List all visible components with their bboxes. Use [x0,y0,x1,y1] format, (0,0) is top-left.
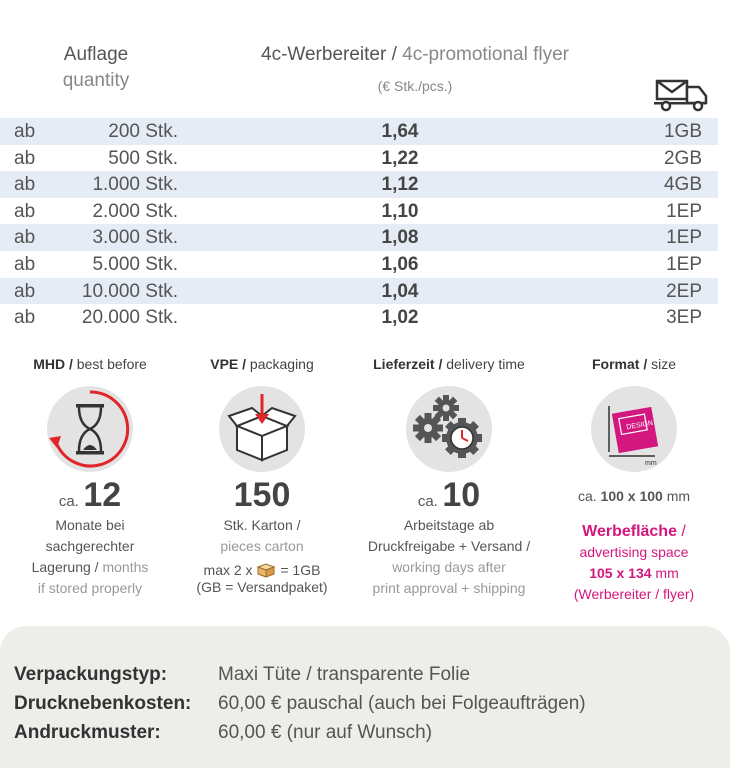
quantity-header-de: Auflage [63,44,129,65]
format-size: ca. 100 x 100 mm [577,488,691,504]
details-panel [0,626,730,768]
row-price: 1,22 [381,147,419,169]
price-table [0,118,718,331]
vpe-title: VPE / packaging [210,356,314,372]
row-prefix: ab [14,280,36,302]
row-shipping: 2EP [666,280,702,302]
hourglass-icon [47,386,133,472]
printing-costs-row: Drucknebenkosten: 60,00 € pauschal (auch bei Folgeaufträgen) [14,693,586,714]
row-prefix: ab [14,227,36,249]
vpe-package-note: max 2 x = 1GB (GB = Versandpaket) [196,562,328,595]
format-icon-unit: mm [645,460,657,467]
product-header-de: 4c-Werbereiter [261,44,387,65]
table-row [0,118,718,145]
row-prefix: ab [14,121,36,142]
row-price: 1,06 [381,253,419,275]
packaging-type-row: Verpackungstyp: Maxi Tüte / transparente Folie [14,664,471,685]
delivery-value: 10 [442,476,481,514]
row-prefix: ab [14,307,36,329]
delivery-title: Lieferzeit / delivery time [373,356,525,372]
quantity-header [58,44,134,92]
table-row [0,171,718,198]
envelope-truck-icon [654,76,710,112]
row-quantity: 5.000 Stk. [92,253,178,275]
row-shipping: 2GB [663,147,702,169]
mhd-ca: ca. [58,493,79,510]
mhd-text: Monate bei sachgerechter Lagerung / months if stored properly [31,517,149,596]
delivery-text: Arbeitstage ab Druckfreigabe + Versand / working days after print approval + shipping [367,517,531,596]
format-icon-label: DESIGN [625,419,654,432]
row-quantity: 200 Stk. [108,121,178,142]
table-row [0,145,718,172]
table-row [0,198,718,225]
row-shipping: 3EP [666,307,702,329]
row-price: 1,02 [381,307,419,329]
row-price: 1,08 [381,227,419,249]
row-shipping: 4GB [663,174,702,196]
row-quantity: 20.000 Stk. [81,307,178,329]
row-shipping: 1EP [666,200,702,222]
small-box-icon [256,562,276,578]
row-quantity: 2.000 Stk. [92,200,178,222]
row-prefix: ab [14,253,36,275]
info-delivery [354,356,544,599]
product-header-sep: / [386,44,403,65]
row-price: 1,10 [381,200,419,222]
row-prefix: ab [14,200,36,222]
box-icon [219,386,305,472]
row-quantity: 10.000 Stk. [81,280,178,302]
format-design-icon [591,386,677,472]
table-row [0,251,718,278]
info-mhd [12,356,168,599]
mhd-title: MHD / best before [33,356,147,372]
table-row [0,304,718,331]
unit-label: (€ Stk./pcs.) [377,78,453,94]
info-vpe [184,356,340,596]
row-shipping: 1EP [666,227,702,249]
row-quantity: 500 Stk. [108,147,178,169]
product-header-en: 4c-promotional flyer [402,44,569,65]
gears-clock-icon [406,386,492,472]
mhd-value: 12 [83,476,122,514]
row-price: 1,04 [381,280,419,302]
advertising-space: Werbefläche / advertising space 105 x 134 mm (Werbereiter / flyer) [573,523,695,602]
info-format [556,356,712,605]
row-quantity: 1.000 Stk. [92,174,178,196]
table-row [0,278,718,305]
delivery-ca: ca. [417,493,438,510]
proof-sample-row: Andruckmuster: 60,00 € (nur auf Wunsch) [14,722,433,743]
vpe-value: 150 [233,476,291,514]
row-prefix: ab [14,174,36,196]
row-price: 1,12 [381,174,419,196]
product-header [200,44,630,66]
format-title: Format / size [591,356,677,372]
row-price: 1,64 [381,121,419,142]
row-prefix: ab [14,147,36,169]
vpe-text: Stk. Karton / pieces carton [220,517,304,554]
row-shipping: 1EP [666,253,702,275]
quantity-header-en: quantity [62,70,130,91]
table-row [0,224,718,251]
row-shipping: 1GB [663,121,702,142]
row-quantity: 3.000 Stk. [92,227,178,249]
